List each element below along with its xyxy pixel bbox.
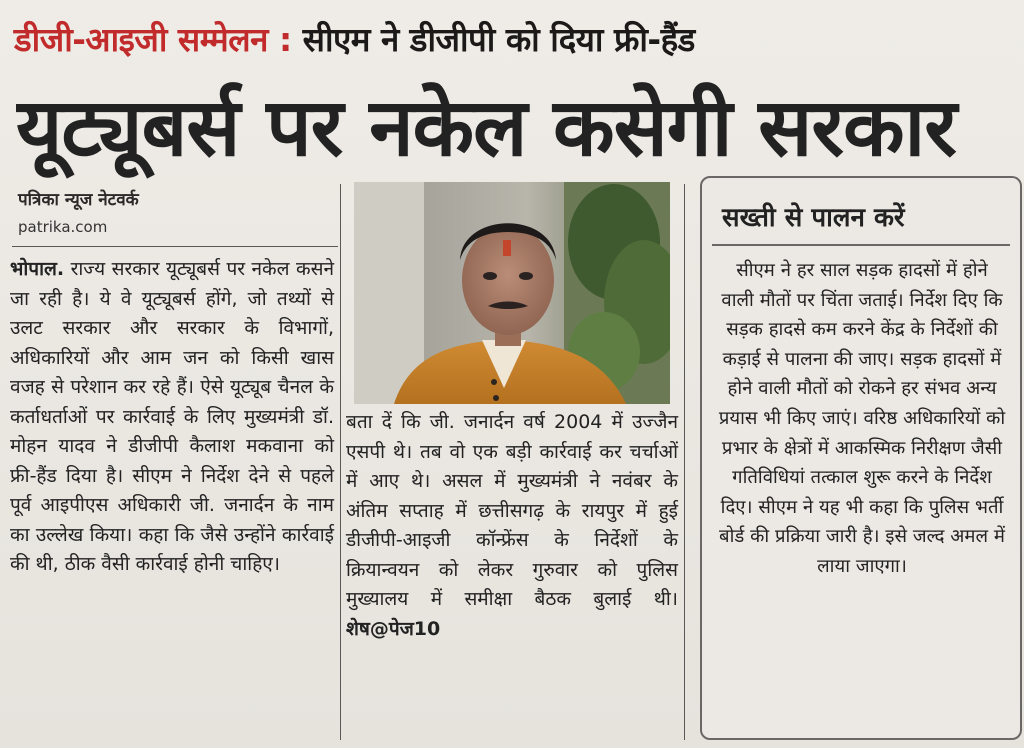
column-2-text: बता दें कि जी. जनार्दन वर्ष 2004 में उज्जैन एसपी थे। तब वो एक बड़ी कार्रवाई कर चर्चाओं में आए थे। असल में मुख्यमंत्री ने नवंबर के अंतिम सप्ताह में छत्तीसगढ़ के रायपुर में हुई डीजीपी-आइजी कॉन्फ्रेंस के निर्देशों के क्रियान्वयन को लेकर गुरुवार को पुलिस मुख्यालय में समीक्षा बैठक बुलाई थी। [346, 411, 678, 610]
kicker-line [14, 14, 695, 66]
portrait-image [354, 182, 670, 404]
article-column-2 [346, 408, 678, 644]
column-divider-1 [340, 184, 341, 740]
byline: पत्रिका न्यूज नेटवर्क [18, 190, 139, 210]
kicker-event: डीजी-आइजी सम्मेलन : [14, 20, 292, 59]
sidebar-text: सीएम ने हर साल सड़क हादसों में होने वाली मौतों पर चिंता जताई। निर्देश दिए कि सड़क हादसे कम करने केंद्र के निर्देशों की कड़ाई से पालना की जाए। सड़क हादसों में होने वाली मौतों को रोकने हर संभव अन्य प्रयास भी किए जाएं। वरिष्ठ अधिकारियों को प्रभार के क्षेत्रों में आकस्मिक निरीक्षण जैसी गतिविधियां तत्काल शुरू करने के निर्देश दिए। सीएम ने यह भी कहा कि पुलिस भर्ती बोर्ड की प्रक्रिया जारी है। इसे जल्द अमल में लाया जाएगा। [718, 260, 1006, 577]
chief-minister-photo [354, 182, 670, 404]
byline-rule [12, 246, 338, 247]
column-divider-2 [684, 184, 685, 740]
article-column-1 [10, 255, 334, 580]
column-1-text: राज्य सरकार यूट्यूबर्स पर नकेल कसने जा रही है। ये वे यूट्यूबर्स होंगे, जो तथ्यों से उलट सरकार और सरकार के विभागों, अधिकारियों और आम जन को किसी खास वजह से परेशान कर रहे हैं। ऐसे यूट्यूब चैनल के कर्ताधर्ताओं पर कार्रवाई के लिए मुख्यमंत्री डॉ. मोहन यादव ने डीजीपी कैलाश मकवाना को फ्री-हैंड दिया है। सीएम ने निर्देश देने से पहले पूर्व आइपीएस अधिकारी जी. जनार्दन के नाम का उल्लेख किया। कहा कि जैसे उन्होंने कार्रवाई की थी, ठीक वैसी कार्रवाई होनी चाहिए। [10, 258, 334, 575]
website: patrika.com [18, 218, 108, 236]
continued-on-page: शेष@पेज10 [346, 617, 441, 640]
sidebar-box [700, 176, 1022, 740]
kicker-text: सीएम ने डीजीपी को दिया फ्री-हैंड [302, 20, 695, 59]
sidebar-rule [712, 244, 1010, 246]
headline: यूट्यूबर्स पर नकेल कसेगी सरकार [16, 81, 956, 174]
dateline: भोपाल. [10, 258, 65, 280]
sidebar-title: सख्ती से पालन करें [722, 203, 905, 233]
